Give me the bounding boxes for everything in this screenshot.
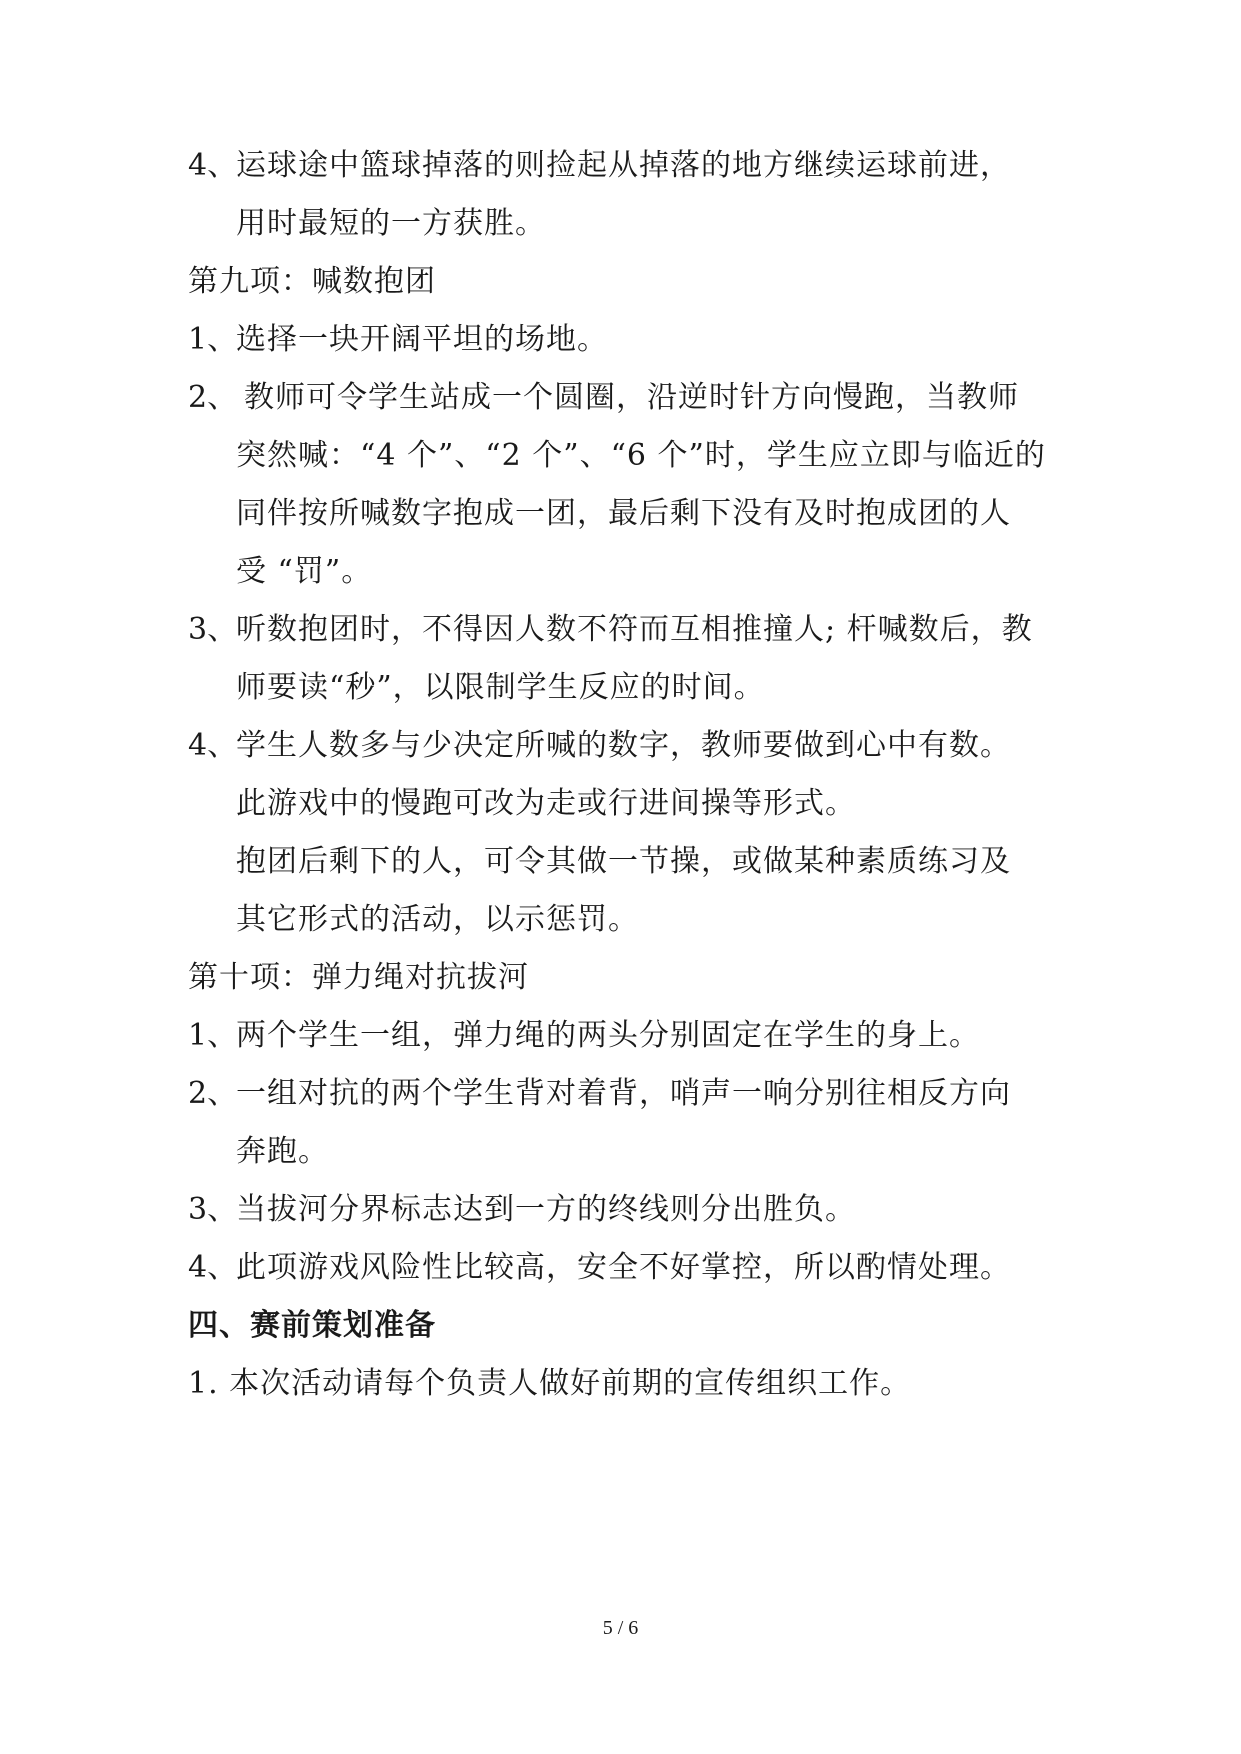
section-title: 第九项：喊数抱团: [188, 264, 436, 299]
list-item-text: 同伴按所喊数字抱成一团，最后剩下没有及时抱成团的人: [236, 496, 1011, 531]
list-number: 4、: [188, 148, 238, 183]
list-item-text: 当拔河分界标志达到一方的终线则分出胜负。: [236, 1192, 856, 1227]
list-item-text: 抱团后剩下的人，可令其做一节操，或做某种素质练习及: [236, 844, 1011, 879]
list-item-text: 奔跑。: [236, 1134, 329, 1169]
list-item-text: 教师可令学生站成一个圆圈，沿逆时针方向慢跑，当教师: [244, 380, 1019, 415]
list-number: 4、: [188, 1250, 238, 1285]
list-item-text: 其它形式的活动，以示惩罚。: [236, 902, 639, 937]
list-number: 2、: [188, 1076, 238, 1111]
section-title: 第十项：弹力绳对抗拔河: [188, 960, 529, 995]
list-item-text: 两个学生一组，弹力绳的两头分别固定在学生的身上。: [236, 1018, 980, 1053]
list-item-text: 受 “罚”。: [236, 554, 373, 589]
part-heading: 四、赛前策划准备: [188, 1308, 436, 1343]
list-number: 3、: [188, 612, 238, 647]
list-item-text: 用时最短的一方获胜。: [236, 206, 546, 241]
list-number: 3、: [188, 1192, 238, 1227]
list-item-text: 此游戏中的慢跑可改为走或行进间操等形式。: [236, 786, 856, 821]
list-number: 2、: [188, 380, 238, 415]
list-number: 1、: [188, 1018, 238, 1053]
list-item-text: 一组对抗的两个学生背对着背，哨声一响分别往相反方向: [236, 1076, 1011, 1111]
list-item-text: 运球途中篮球掉落的则捡起从掉落的地方继续运球前进，: [236, 148, 1011, 183]
page-number: 5 / 6: [602, 1617, 639, 1639]
list-number: 1、: [188, 322, 238, 357]
list-item-text: 此项游戏风险性比较高，安全不好掌控，所以酌情处理。: [236, 1250, 1011, 1285]
paragraph: 1. 本次活动请每个负责人做好前期的宣传组织工作。: [188, 1366, 912, 1401]
list-item-text: 学生人数多与少决定所喊的数字，教师要做到心中有数。: [236, 728, 1011, 763]
list-item-text: 突然喊：“4 个”、“2 个”、“6 个”时，学生应立即与临近的: [236, 438, 1046, 473]
list-number: 4、: [188, 728, 238, 763]
list-item-text: 选择一块开阔平坦的场地。: [236, 322, 608, 357]
list-item-text: 听数抱团时，不得因人数不符而互相推撞人; 杆喊数后，教: [236, 612, 1033, 647]
list-item-text: 师要读“秒”，以限制学生反应的时间。: [236, 670, 765, 705]
